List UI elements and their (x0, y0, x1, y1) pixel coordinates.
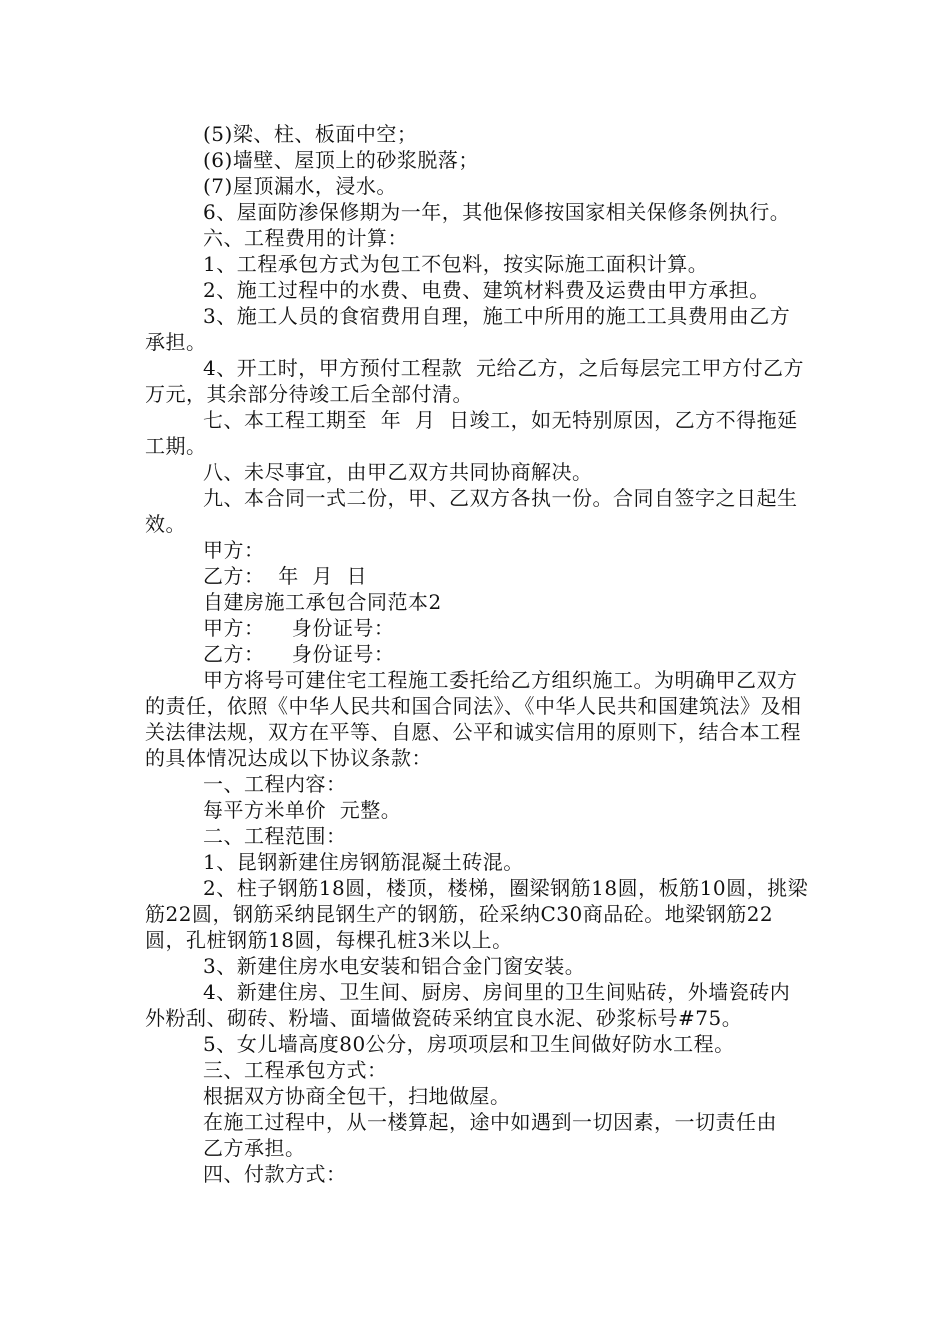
responsibility-clause: 在施工过程中，从一楼算起，途中如遇到一切因素，一切责任由 (203, 1110, 777, 1134)
contract-title-2: 自建房施工承包合同范本2 (203, 590, 442, 614)
section-heading-1: 一、工程内容： (203, 772, 347, 796)
section-heading-3: 三、工程承包方式： (203, 1058, 388, 1082)
scope-1: 1、昆钢新建住房钢筋混凝土砖混。 (203, 850, 524, 874)
clause-6-3: 3、施工人员的食宿费用自理，施工中所用的施工工具费用由乙方承担。 (145, 304, 791, 354)
clause-6-2: 2、施工过程中的水费、电费、建筑材料费及运费由甲方承担。 (203, 278, 770, 302)
party-b-signature-date: 乙方： 年 月 日 (203, 564, 368, 588)
section-9: 九、本合同一式二份，甲、乙双方各执一份。合同自签字之日起生效。 (145, 486, 798, 536)
scope-5: 5、女儿墙高度80公分，房项项层和卫生间做好防水工程。 (203, 1032, 735, 1056)
clause-warranty: 6、屋面防渗保修期为一年，其他保修按国家相关保修条例执行。 (203, 200, 791, 224)
party-b-id: 乙方： 身份证号： (203, 642, 395, 666)
contract-method: 根据双方协商全包干，扫地做屋。 (203, 1084, 511, 1108)
section-heading-6: 六、工程费用的计算： (203, 226, 408, 250)
responsibility-continuation: 乙方承担。 (203, 1136, 306, 1160)
unit-price: 每平方米单价 元整。 (203, 798, 402, 822)
clause-5-7: (7)屋顶漏水，浸水。 (203, 174, 397, 198)
party-a-id: 甲方： 身份证号： (203, 616, 395, 640)
scope-2: 2、柱子钢筋18圆，楼顶，楼梯，圈梁钢筋18圆，板筋10圆，挑梁筋22圆，钢筋采纳昆钢生产的钢筋，砼采纳C30商品砼。地梁钢筋22圆，孔桩钢筋18圆，每棵孔桩3米以上。 (145, 876, 809, 952)
clause-5-5: (5)梁、柱、板面中空； (203, 122, 418, 146)
scope-4: 4、新建住房、卫生间、厨房、房间里的卫生间贴砖，外墙瓷砖内外粉刮、砌砖、粉墙、面墙做瓷砖采纳宜良水泥、砂浆标号#75。 (145, 980, 791, 1030)
party-a-signature: 甲方： (203, 538, 265, 562)
contract-body (145, 121, 818, 1187)
section-7: 七、本工程工期至 年 月 日竣工，如无特别原因，乙方不得拖延工期。 (145, 408, 798, 458)
scope-3: 3、新建住房水电安装和铝合金门窗安装。 (203, 954, 586, 978)
section-8: 八、未尽事宜，由甲乙双方共同协商解决。 (203, 460, 593, 484)
clause-5-6: (6)墙壁、屋顶上的砂浆脱落； (203, 148, 479, 172)
section-heading-4: 四、付款方式： (203, 1162, 347, 1186)
clause-6-1: 1、工程承包方式为包工不包料，按实际施工面积计算。 (203, 252, 709, 276)
clause-6-4: 4、开工时，甲方预付工程款 元给乙方，之后每层完工甲方付乙方 万元，其余部分待竣工后全部付清。 (145, 356, 818, 406)
section-heading-2: 二、工程范围： (203, 824, 347, 848)
contract-preamble: 甲方将号可建住宅工程施工委托给乙方组织施工。为明确甲乙双方的责任，依照《中华人民共和国合同法》、《中华人民共和国建筑法》及相关法律法规，双方在平等、自愿、公平和诚实信用的原则下，结合本工程的具体情况达成以下协议条款： (145, 668, 802, 770)
